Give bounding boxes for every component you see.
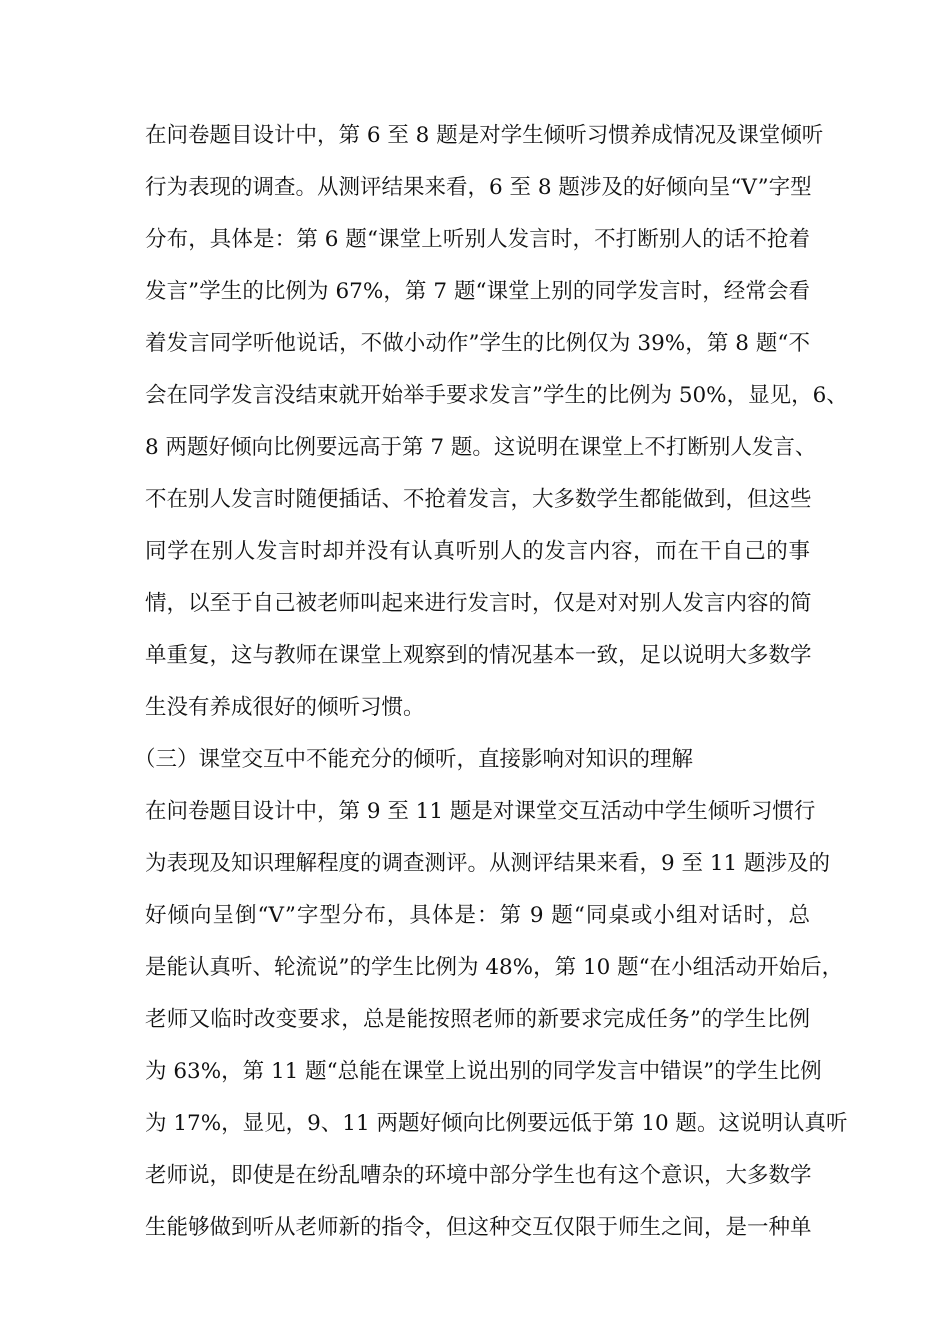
paragraph-1-line: 行为表现的调查。从测评结果来看，6 至 8 题涉及的好倾向呈“V”字型 xyxy=(145,175,812,200)
paragraph-1-line: 分布，具体是：第 6 题“课堂上听别人发言时，不打断别人的话不抢着 xyxy=(145,227,810,252)
paragraph-1-line: 情，以至于自己被老师叫起来进行发言时，仅是对对别人发言内容的简 xyxy=(145,591,812,616)
paragraph-1-line: 不在别人发言时随便插话、不抢着发言，大多数学生都能做到，但这些 xyxy=(145,487,812,512)
paragraph-1-line: 8 两题好倾向比例要远高于第 7 题。这说明在课堂上不打断别人发言、 xyxy=(145,435,817,460)
paragraph-1-line: 单重复，这与教师在课堂上观察到的情况基本一致，足以说明大多数学 xyxy=(145,643,812,668)
paragraph-2-line: 在问卷题目设计中，第 9 至 11 题是对课堂交互活动中学生倾听习惯行 xyxy=(145,799,816,824)
paragraph-2-line: 好倾向呈倒“V”字型分布，具体是：第 9 题“同桌或小组对话时，总 xyxy=(145,903,810,928)
paragraph-1-line: 在问卷题目设计中，第 6 至 8 题是对学生倾听习惯养成情况及课堂倾听 xyxy=(145,123,824,148)
paragraph-2-line: 为 63%，第 11 题“总能在课堂上说出别的同学发言中错误”的学生比例 xyxy=(145,1059,822,1084)
paragraph-2-line: 老师又临时改变要求，总是能按照老师的新要求完成任务”的学生比例 xyxy=(145,1007,810,1032)
paragraph-2-line: 为表现及知识理解程度的调查测评。从测评结果来看，9 至 11 题涉及的 xyxy=(145,851,831,876)
paragraph-2-line: 生能够做到听从老师新的指令，但这种交互仅限于师生之间，是一种单 xyxy=(145,1215,812,1240)
paragraph-1-line: 会在同学发言没结束就开始举手要求发言”学生的比例为 50%，显见，6、 xyxy=(145,383,848,408)
paragraph-1-line: 发言”学生的比例为 67%，第 7 题“课堂上别的同学发言时，经常会看 xyxy=(145,279,810,304)
paragraph-2-line: 为 17%，显见，9、11 两题好倾向比例要远低于第 10 题。这说明认真听 xyxy=(145,1111,848,1136)
paragraph-2-line: 老师说，即使是在纷乱嘈杂的环境中部分学生也有这个意识，大多数学 xyxy=(145,1163,812,1188)
section-heading: （三）课堂交互中不能充分的倾听，直接影响对知识的理解 xyxy=(134,747,694,772)
paragraph-1-line: 同学在别人发言时却并没有认真听别人的发言内容，而在干自己的事 xyxy=(145,539,810,564)
paragraph-1-last-line: 生没有养成很好的倾听习惯。 xyxy=(145,695,425,720)
paragraph-1-line: 着发言同学听他说话，不做小动作”学生的比例仅为 39%，第 8 题“不 xyxy=(145,331,810,356)
paragraph-2-line: 是能认真听、轮流说”的学生比例为 48%，第 10 题“在小组活动开始后， xyxy=(145,955,844,980)
